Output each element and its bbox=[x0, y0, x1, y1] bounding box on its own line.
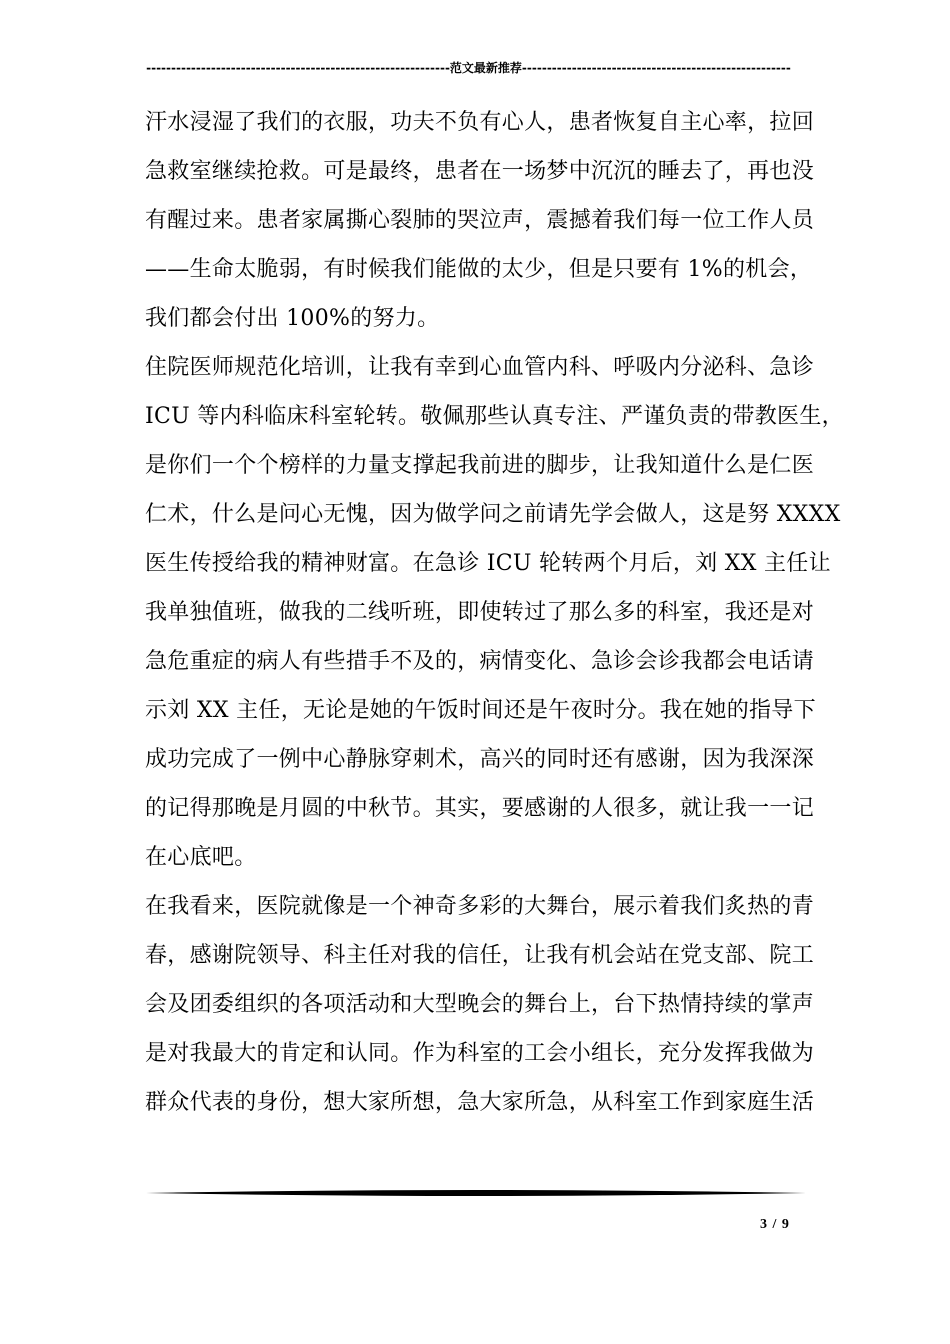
text-line: 急救室继续抢救。可是最终，患者在一场梦中沉沉的睡去了，再也没 bbox=[145, 159, 815, 184]
page-header: -------------------------------------------------------------范文最新推荐------------------------------------------------------ bbox=[146, 61, 791, 75]
text-line: 在心底吧。 bbox=[145, 845, 257, 870]
text-line: ICU 等内科临床科室轮转。敬佩那些认真专注、严谨负责的带教医生， bbox=[145, 404, 844, 429]
text-line: ——生命太脆弱，有时候我们能做的太少，但是只要有 1%的机会， bbox=[145, 257, 813, 282]
text-line: 群众代表的身份，想大家所想，急大家所急，从科室工作到家庭生活 bbox=[145, 1090, 815, 1115]
text-line: 急危重症的病人有些措手不及的，病情变化、急诊会诊我都会电话请 bbox=[145, 649, 815, 674]
text-line: 仁术，什么是问心无愧，因为做学问之前请先学会做人，这是努 XXXX bbox=[145, 502, 841, 527]
footer-divider bbox=[146, 1188, 806, 1198]
text-line: 住院医师规范化培训，让我有幸到心血管内科、呼吸内分泌科、急诊 bbox=[145, 355, 815, 380]
text-line: 会及团委组织的各项活动和大型晚会的舞台上，台下热情持续的掌声 bbox=[145, 992, 815, 1017]
text-line: 我们都会付出 100%的努力。 bbox=[145, 306, 440, 331]
page-number: 3 / 9 bbox=[760, 1217, 790, 1232]
paragraph bbox=[145, 98, 820, 343]
text-line: 有醒过来。患者家属撕心裂肺的哭泣声，震撼着我们每一位工作人员 bbox=[145, 208, 815, 233]
text-line: 是对我最大的肯定和认同。作为科室的工会小组长，充分发挥我做为 bbox=[145, 1041, 815, 1066]
paragraph bbox=[145, 343, 844, 882]
text-line: 成功完成了一例中心静脉穿刺术，高兴的同时还有感谢，因为我深深 bbox=[145, 747, 815, 772]
text-line: 是你们一个个榜样的力量支撑起我前进的脚步，让我知道什么是仁医 bbox=[145, 453, 815, 478]
text-line: 医生传授给我的精神财富。在急诊 ICU 轮转两个月后，刘 XX 主任让 bbox=[145, 551, 831, 576]
document-body bbox=[145, 98, 844, 1127]
text-line: 示刘 XX 主任，无论是她的午饭时间还是午夜时分。我在她的指导下 bbox=[145, 698, 816, 723]
text-line: 的记得那晚是月圆的中秋节。其实，要感谢的人很多，就让我一一记 bbox=[145, 796, 815, 821]
text-line: 汗水浸湿了我们的衣服，功夫不负有心人，患者恢复自主心率，拉回 bbox=[145, 110, 815, 135]
text-line: 我单独值班，做我的二线听班，即使转过了那么多的科室，我还是对 bbox=[145, 600, 815, 625]
text-line: 在我看来，医院就像是一个神奇多彩的大舞台，展示着我们炙热的青 bbox=[145, 894, 815, 919]
text-line: 春，感谢院领导、科主任对我的信任，让我有机会站在党支部、院工 bbox=[145, 943, 815, 968]
paragraph bbox=[145, 882, 820, 1127]
